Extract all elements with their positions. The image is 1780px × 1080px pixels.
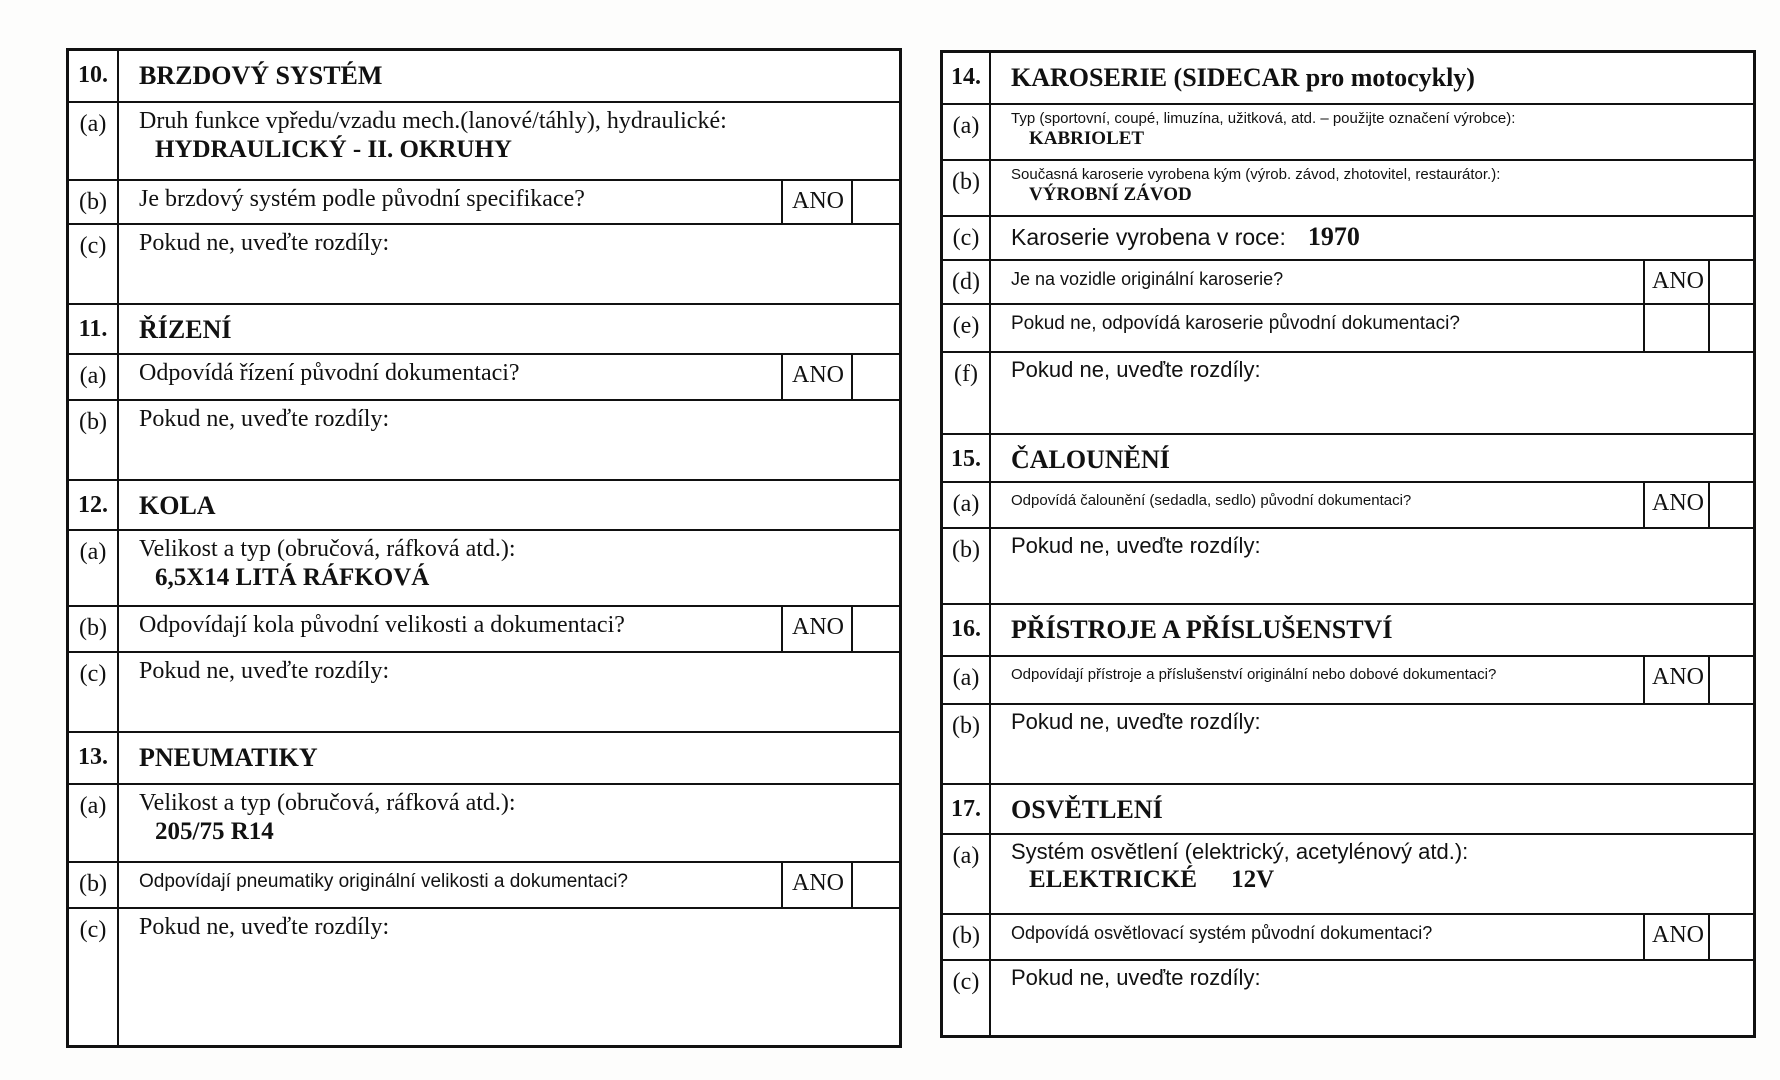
empty-checkbox[interactable] xyxy=(1708,915,1753,959)
row-label: (c) xyxy=(69,225,119,303)
section-title: BRZDOVÝ SYSTÉM xyxy=(139,61,383,90)
empty-checkbox[interactable] xyxy=(851,607,899,651)
ano-checkbox-label[interactable]: ANO xyxy=(1643,261,1711,303)
section-number: 12. xyxy=(69,481,119,529)
row-label: (e) xyxy=(943,305,991,351)
form-row xyxy=(943,483,1753,529)
form-row xyxy=(943,353,1753,435)
row-label: (b) xyxy=(69,607,119,651)
row-label: (b) xyxy=(69,401,119,479)
row-question: Velikost a typ (obručová, ráfková atd.): xyxy=(139,536,516,562)
section-14-header xyxy=(943,53,1753,105)
row-answer-field[interactable]: HYDRAULICKÝ - II. OKRUHY xyxy=(155,136,512,164)
answer-part-type: ELEKTRICKÉ xyxy=(1029,866,1198,894)
differences-field[interactable]: Pokud ne, uveďte rozdíly: xyxy=(1011,709,1261,734)
ano-checkbox-label[interactable]: ANO xyxy=(1643,483,1711,527)
row-question: Současná karoserie vyrobena kým (výrob. závod, zhotovitel, restaurátor.): xyxy=(1011,166,1501,183)
row-question: Velikost a typ (obručová, ráfková atd.): xyxy=(139,790,516,816)
row-question: Odpovídá čalounění (sedadla, sedlo) původní dokumentaci? xyxy=(1011,492,1412,509)
row-label: (b) xyxy=(943,161,991,215)
row-question: Typ (sportovní, coupé, limuzína, užitková, atd. – použijte označení výrobce): xyxy=(1011,110,1516,127)
row-label: (b) xyxy=(943,529,991,603)
row-label: (b) xyxy=(943,915,991,959)
form-row xyxy=(943,261,1753,305)
row-label: (d) xyxy=(943,261,991,303)
row-label: (c) xyxy=(943,961,991,1035)
form-row xyxy=(69,909,899,1045)
empty-checkbox[interactable] xyxy=(1708,657,1753,703)
differences-field[interactable]: Pokud ne, uveďte rozdíly: xyxy=(139,230,390,256)
row-question: Karoserie vyrobena v roce: xyxy=(1011,224,1286,250)
row-question: Odpovídají přístroje a příslušenství originální nebo dobové dokumentaci? xyxy=(1011,666,1497,683)
section-number: 16. xyxy=(943,605,991,655)
section-title: ČALOUNĚNÍ xyxy=(1011,445,1170,474)
section-title: KAROSERIE (SIDECAR pro motocykly) xyxy=(1011,63,1475,92)
answer-part-voltage: 12V xyxy=(1231,866,1275,894)
form-row xyxy=(943,915,1753,961)
row-label: (c) xyxy=(943,217,991,259)
form-row xyxy=(69,401,899,481)
section-title: PNEUMATIKY xyxy=(139,743,318,772)
row-label: (a) xyxy=(69,355,119,399)
differences-field[interactable]: Pokud ne, uveďte rozdíly: xyxy=(1011,357,1261,382)
row-label: (a) xyxy=(69,531,119,605)
row-question: Druh funkce vpředu/vzadu mech.(lanové/táhly), hydraulické: xyxy=(139,108,727,134)
empty-checkbox[interactable] xyxy=(1708,305,1753,351)
empty-checkbox[interactable] xyxy=(1708,483,1753,527)
row-question: Odpovídají kola původní velikosti a dokumentaci? xyxy=(139,612,625,638)
form-row xyxy=(69,103,899,181)
row-question: Je na vozidle originální karoserie? xyxy=(1011,269,1284,289)
form-row xyxy=(69,225,899,305)
form-row xyxy=(69,531,899,607)
form-row xyxy=(943,105,1753,161)
section-number: 15. xyxy=(943,435,991,481)
row-label: (c) xyxy=(69,909,119,1045)
row-label: (a) xyxy=(943,483,991,527)
row-label: (a) xyxy=(943,657,991,703)
section-number: 17. xyxy=(943,785,991,833)
section-number: 10. xyxy=(69,51,119,101)
section-12-header xyxy=(69,481,899,531)
ano-checkbox-label[interactable]: ANO xyxy=(781,355,853,399)
section-10-header xyxy=(69,51,899,103)
row-question: Odpovídají pneumatiky originální velikosti a dokumentaci? xyxy=(139,871,628,892)
form-row xyxy=(943,961,1753,1035)
row-label: (a) xyxy=(943,105,991,159)
differences-field[interactable]: Pokud ne, uveďte rozdíly: xyxy=(139,658,390,684)
form-row xyxy=(943,305,1753,353)
row-question: Odpovídá řízení původní dokumentaci? xyxy=(139,360,520,386)
section-title: OSVĚTLENÍ xyxy=(1011,795,1163,824)
row-question: Systém osvětlení (elektrický, acetylénový atd.): xyxy=(1011,839,1469,864)
ano-checkbox-label[interactable]: ANO xyxy=(781,607,853,651)
form-row xyxy=(69,355,899,401)
row-question: Odpovídá osvětlovací systém původní dokumentaci? xyxy=(1011,923,1433,943)
section-title: PŘÍSTROJE A PŘÍSLUŠENSTVÍ xyxy=(1011,615,1393,644)
section-title: ŘÍZENÍ xyxy=(139,315,232,344)
form-row xyxy=(943,835,1753,915)
form-row xyxy=(69,863,899,909)
right-form-table xyxy=(940,50,1756,1038)
row-answer-field[interactable]: VÝROBNÍ ZÁVOD xyxy=(1029,183,1192,205)
form-row xyxy=(943,705,1753,785)
form-row xyxy=(943,217,1753,261)
section-13-header xyxy=(69,733,899,785)
empty-checkbox[interactable] xyxy=(851,355,899,399)
row-answer-field[interactable]: 6,5X14 LITÁ RÁFKOVÁ xyxy=(155,564,430,592)
form-row xyxy=(943,529,1753,605)
form-row xyxy=(69,653,899,733)
row-answer-field[interactable] xyxy=(1011,864,1753,894)
form-row xyxy=(943,657,1753,705)
ano-checkbox-label[interactable]: ANO xyxy=(1643,657,1711,703)
section-11-header xyxy=(69,305,899,355)
empty-checkbox[interactable] xyxy=(851,863,899,907)
row-label: (f) xyxy=(943,353,991,433)
form-row xyxy=(69,785,899,863)
row-label: (b) xyxy=(943,705,991,783)
left-form-table xyxy=(66,48,902,1048)
row-label: (b) xyxy=(69,863,119,907)
row-label: (c) xyxy=(69,653,119,731)
empty-ano-checkbox[interactable] xyxy=(1643,305,1711,351)
row-answer-field[interactable]: 205/75 R14 xyxy=(155,818,274,846)
differences-field[interactable]: Pokud ne, uveďte rozdíly: xyxy=(1011,965,1261,990)
row-question: Je brzdový systém podle původní specifikace? xyxy=(139,186,585,212)
differences-field[interactable]: Pokud ne, uveďte rozdíly: xyxy=(139,914,390,940)
differences-field[interactable]: Pokud ne, uveďte rozdíly: xyxy=(139,406,390,432)
section-number: 13. xyxy=(69,733,119,783)
ano-checkbox-label[interactable]: ANO xyxy=(781,181,853,223)
empty-checkbox[interactable] xyxy=(1708,261,1753,303)
row-label: (a) xyxy=(943,835,991,913)
year-field[interactable]: 1970 xyxy=(1307,222,1360,251)
row-answer-field[interactable]: KABRIOLET xyxy=(1029,127,1145,149)
ano-checkbox-label[interactable]: ANO xyxy=(1643,915,1711,959)
section-16-header xyxy=(943,605,1753,657)
form-row xyxy=(943,161,1753,217)
empty-checkbox[interactable] xyxy=(851,181,899,223)
form-row xyxy=(69,181,899,225)
section-17-header xyxy=(943,785,1753,835)
differences-field[interactable]: Pokud ne, uveďte rozdíly: xyxy=(1011,533,1261,558)
form-row xyxy=(69,607,899,653)
section-number: 14. xyxy=(943,53,991,103)
section-title: KOLA xyxy=(139,491,216,520)
section-15-header xyxy=(943,435,1753,483)
row-question: Pokud ne, odpovídá karoserie původní dokumentaci? xyxy=(1011,313,1460,334)
row-label: (a) xyxy=(69,103,119,179)
row-label: (b) xyxy=(69,181,119,223)
section-number: 11. xyxy=(69,305,119,353)
row-label: (a) xyxy=(69,785,119,861)
ano-checkbox-label[interactable]: ANO xyxy=(781,863,853,907)
